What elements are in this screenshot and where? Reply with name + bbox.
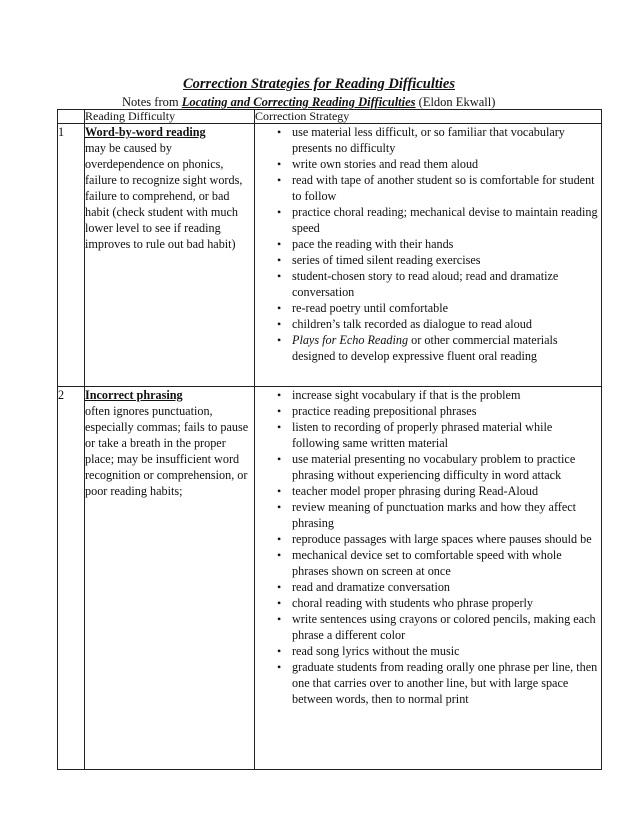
document-title: Correction Strategies for Reading Difficulties: [182, 76, 456, 92]
bullet-icon: •: [277, 484, 282, 498]
bullet-icon: •: [277, 532, 282, 546]
strategy-text: read and dramatize conversation: [292, 580, 451, 594]
difficulty-title: Word-by-word reading: [85, 125, 206, 139]
strategy-text: read song lyrics without the music: [292, 644, 460, 658]
bullet-icon: •: [277, 269, 282, 283]
bullet-icon: •: [277, 644, 282, 658]
table-header-row: [58, 110, 602, 124]
strategy-item: [255, 499, 601, 531]
strategy-text: use material presenting no vocabulary problem to practice phrasing without experiencing difficulty in word attack: [292, 452, 576, 482]
reading-difficulty-cell: [85, 124, 255, 387]
difficulty-description: often ignores punctuation, especially commas; fails to pause or take a breath in the proper place; may be insufficient word recognition or comprehension, or poor reading habits;: [85, 404, 249, 498]
strategy-item: [255, 387, 601, 403]
subtitle-prefix: Notes from: [122, 95, 182, 109]
difficulty-description: may be caused by overdependence on phonics, failure to recognize sight words, failure to comprehend, or bad habit (check student with much lower level to see if reading improves to rule out bad habit): [85, 141, 243, 251]
strategy-text: series of timed silent reading exercises: [292, 253, 481, 267]
bullet-icon: •: [277, 125, 282, 139]
strategy-item: [255, 252, 601, 268]
strategy-list: [255, 387, 601, 707]
bullet-icon: •: [277, 404, 282, 418]
bullet-icon: •: [277, 253, 282, 267]
strategy-text: review meaning of punctuation marks and how they affect phrasing: [292, 500, 577, 530]
bullet-icon: •: [277, 388, 282, 402]
strategy-text: mechanical device set to comfortable speed with whole phrases shown on screen at once: [292, 548, 562, 578]
strategy-item: [255, 156, 601, 172]
bullet-icon: •: [277, 660, 282, 674]
strategy-item: [255, 595, 601, 611]
bullet-icon: •: [277, 173, 282, 187]
difficulty-title: Incorrect phrasing: [85, 388, 183, 402]
bullet-icon: •: [277, 548, 282, 562]
strategy-item: [255, 300, 601, 316]
strategy-list: [255, 124, 601, 364]
strategy-item: [255, 419, 601, 451]
strategy-text: write sentences using crayons or colored pencils, making each phrase a different color: [292, 612, 596, 642]
strategy-item: [255, 579, 601, 595]
bullet-icon: •: [277, 317, 282, 331]
bullet-icon: •: [277, 420, 282, 434]
strategy-text: use material less difficult, or so familiar that vocabulary presents no difficulty: [292, 125, 565, 155]
strategy-text: increase sight vocabulary if that is the problem: [292, 388, 521, 402]
strategy-text: read with tape of another student so is comfortable for student to follow: [292, 173, 595, 203]
document-subtitle: [122, 95, 495, 110]
strategy-text: or other commercial materials designed to develop expressive fluent oral reading: [292, 333, 558, 363]
subtitle-suffix: (Eldon Ekwall): [415, 95, 496, 109]
strategy-item: [255, 451, 601, 483]
strategy-item: [255, 531, 601, 547]
strategy-item: [255, 124, 601, 156]
strategy-title-italic: Plays for Echo Reading: [292, 333, 409, 347]
table-row: [58, 124, 602, 387]
bullet-icon: •: [277, 237, 282, 251]
bullet-icon: •: [277, 205, 282, 219]
strategy-item: [255, 611, 601, 643]
reading-difficulty-cell: [85, 387, 255, 770]
strategy-text: graduate students from reading orally one phrase per line, then one that carries over to another line, but with large space between words, then to normal print: [292, 660, 598, 706]
table-row: [58, 387, 602, 770]
strategy-text: practice reading prepositional phrases: [292, 404, 477, 418]
strategy-item: [255, 268, 601, 300]
strategy-item: [255, 403, 601, 419]
header-reading-difficulty: Reading Difficulty: [85, 110, 255, 124]
strategy-item: [255, 316, 601, 332]
row-number: 2: [58, 387, 85, 770]
header-correction-strategy: Correction Strategy: [255, 110, 602, 124]
strategy-text: practice choral reading; mechanical devise to maintain reading speed: [292, 205, 598, 235]
strategy-item: [255, 172, 601, 204]
row-number: 1: [58, 124, 85, 387]
strategy-item: [255, 643, 601, 659]
strategy-item: [255, 547, 601, 579]
strategy-item: [255, 236, 601, 252]
correction-strategy-cell: [255, 124, 602, 387]
bullet-icon: •: [277, 612, 282, 626]
strategy-text: listen to recording of properly phrased material while following same written material: [292, 420, 553, 450]
strategy-item: [255, 659, 601, 707]
bullet-icon: •: [277, 452, 282, 466]
strategy-text: children’s talk recorded as dialogue to read aloud: [292, 317, 532, 331]
correction-strategy-cell: [255, 387, 602, 770]
strategy-text: teacher model proper phrasing during Read-Aloud: [292, 484, 539, 498]
header-number: [58, 110, 85, 124]
bullet-icon: •: [277, 580, 282, 594]
strategy-text: pace the reading with their hands: [292, 237, 454, 251]
strategy-text: reproduce passages with large spaces where pauses should be: [292, 532, 592, 546]
bullet-icon: •: [277, 500, 282, 514]
strategy-text: choral reading with students who phrase properly: [292, 596, 533, 610]
bullet-icon: •: [277, 301, 282, 315]
strategy-item: [255, 483, 601, 499]
bullet-icon: •: [277, 157, 282, 171]
strategy-text: re-read poetry until comfortable: [292, 301, 448, 315]
strategy-item: [255, 204, 601, 236]
strategy-text: write own stories and read them aloud: [292, 157, 479, 171]
subtitle-source: Locating and Correcting Reading Difficulties: [181, 95, 416, 109]
bullet-icon: •: [277, 596, 282, 610]
strategies-table: [57, 109, 602, 770]
strategy-item: [255, 332, 601, 364]
strategy-text: student-chosen story to read aloud; read and dramatize conversation: [292, 269, 559, 299]
bullet-icon: •: [277, 333, 282, 347]
